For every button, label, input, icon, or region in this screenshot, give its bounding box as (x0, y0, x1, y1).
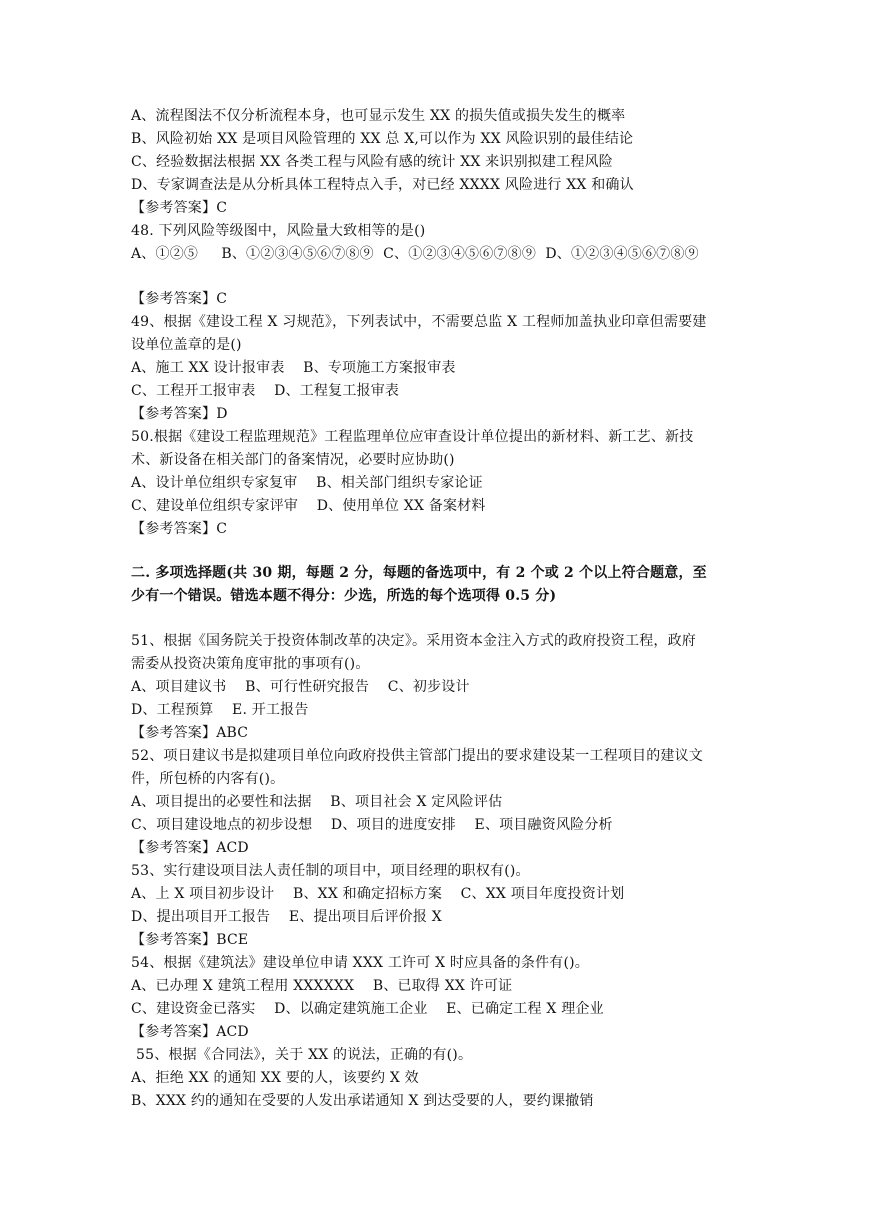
options-line: A、上 X 项目初步设计 B、XX 和确定招标方案 C、XX 项目年度投资计划 (131, 886, 625, 902)
answer-line: 【参考答案】C (131, 521, 228, 537)
section-heading: 少有一个错误。错选本题不得分：少选，所选的每个选项得 0.5 分) (131, 588, 557, 604)
question-line: 设单位盖章的是() (131, 337, 242, 353)
text-line: C、经验数据法根据 XX 各类工程与风险有感的统计 XX 来识别拟建工程风险 (131, 154, 613, 170)
section-heading: 二. 多项选择题(共 30 期，每题 2 分，每题的备选项中，有 2 个或 2 个以上符合题意，至 (131, 565, 707, 581)
options-line: A、①②⑤ B、①②③④⑤⑥⑦⑧⑨ C、①②③④⑤⑥⑦⑧⑨ D、①②③④⑤⑥⑦⑧⑨ (131, 246, 699, 262)
answer-line: 【参考答案】D (131, 406, 228, 422)
question-line: 48. 下列风险等级图中，风险量大致相等的是() (131, 223, 426, 239)
answer-line: 【参考答案】C (131, 291, 228, 307)
options-line: A、施工 XX 设计报审表 B、专项施工方案报审表 (131, 360, 456, 376)
question-line: 需委从投资决策角度审批的事项有()。 (131, 656, 370, 672)
answer-line: 【参考答案】ACD (131, 1024, 249, 1040)
options-line: A、项目建议书 B、可行性研究报告 C、初步设计 (131, 679, 470, 695)
question-line: 件，所包桥的内客有()。 (131, 771, 285, 787)
answer-line: 【参考答案】ABC (131, 725, 249, 741)
options-line: C、建设单位组织专家评审 D、使用单位 XX 备案材料 (131, 498, 486, 514)
options-line: D、工程预算 E. 开工报告 (131, 702, 309, 718)
options-line: A、设计单位组织专家复审 B、相关部门组织专家论证 (131, 475, 483, 491)
question-line: 50.根据《建设工程监理规范》工程监理单位应审查设计单位提出的新材料、新工艺、新技 (131, 429, 694, 445)
options-line: C、项目建设地点的初步设想 D、项目的进度安排 E、项目融资风险分析 (131, 817, 613, 833)
answer-line: 【参考答案】C (131, 200, 228, 216)
options-line: A、已办理 X 建筑工程用 XXXXXX B、已取得 XX 许可证 (131, 978, 513, 994)
text-line: A、流程图法不仅分析流程本身，也可显示发生 XX 的损失值或损失发生的概率 (131, 108, 626, 124)
options-line: A、项目提出的必要性和法据 B、项目社会 X 定风险评估 (131, 794, 503, 810)
text-line: B、风险初始 XX 是项目风险管理的 XX 总 X,可以作为 XX 风险识别的最佳结论 (131, 131, 634, 147)
answer-line: 【参考答案】ACD (131, 840, 249, 856)
question-line: 55、根据《合同法》，关于 XX 的说法，正确的有()。 (136, 1047, 473, 1063)
options-line: C、建设资金已落实 D、以确定建筑施工企业 E、已确定工程 X 理企业 (131, 1001, 604, 1017)
text-line: D、专家调查法是从分析具体工程特点入手，对已经 XXXX 风险进行 XX 和确认 (131, 177, 634, 193)
question-line: 52、项日建议书是拟建项目单位向政府投供主管部门提出的要求建设某一工程项目的建议文 (131, 748, 704, 764)
answer-line: 【参考答案】BCE (131, 932, 249, 948)
options-line: C、工程开工报审表 D、工程复工报审表 (131, 383, 400, 399)
question-line: 54、根据《建筑法》建设单位申请 XXX 工许可 X 时应具备的条件有()。 (131, 955, 590, 971)
question-line: 51、根据《国务院关于投资体制改革的决定》。采用资本金注入方式的政府投资工程，政府 (131, 633, 697, 649)
question-line: 术、新设备在相关部门的备案情况，必要时应协助() (131, 452, 455, 468)
options-line: A、拒绝 XX 的通知 XX 要的人，该要约 X 效 (131, 1070, 419, 1086)
options-line: B、XXX 约的通知在受要的人发出承诺通知 X 到达受要的人，要约课撤销 (131, 1093, 594, 1109)
options-line: D、提出项目开工报告 E、提出项目后评价报 X (131, 909, 442, 925)
question-line: 49、根据《建设工程 X 习规范》，下列表试中，不需要总监 X 工程师加盖执业印章但需要建 (131, 314, 707, 330)
question-line: 53、实行建设项目法人责任制的项目中，项目经理的职权有()。 (131, 863, 530, 879)
